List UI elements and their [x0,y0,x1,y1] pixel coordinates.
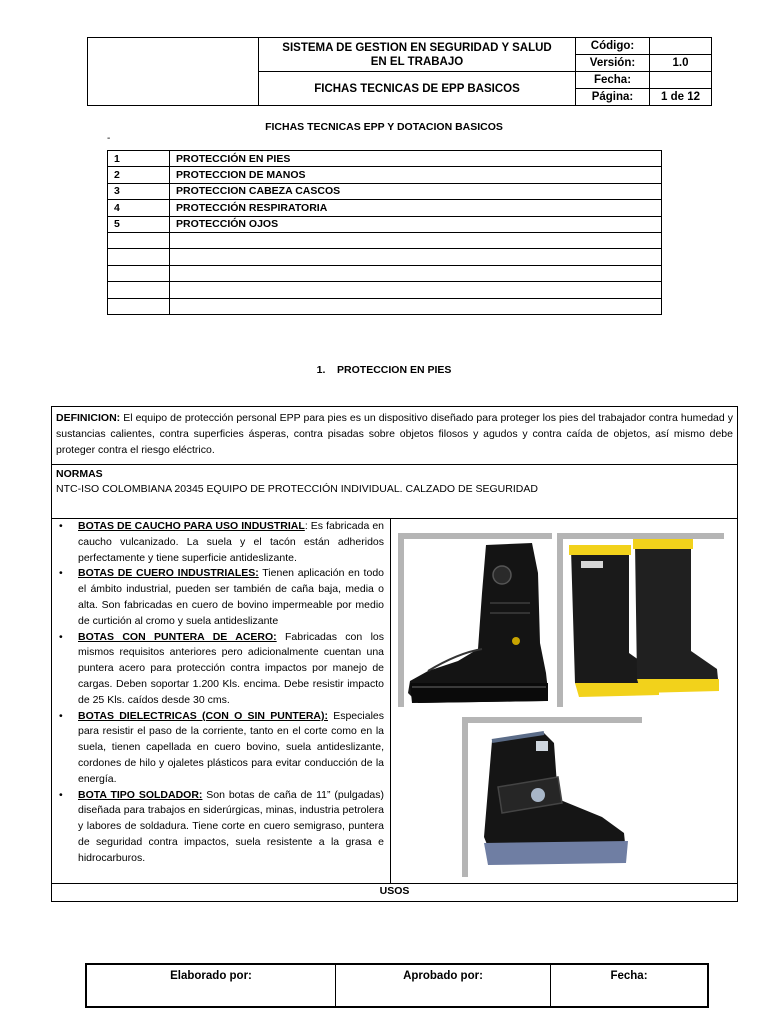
definition-body: El equipo de protección personal EPP para pies es un dispositivo diseñado para proteger los pies del trabajador contra humedad y sustancias calientes, contra superficies ásperas, contra pisadas sobre objetos filosos y agudos y contra caída de objetos, así mismo debe proteger contra el riesgo eléctrico. [56,412,733,456]
fecha-value [650,72,712,89]
foot-protection-box [51,406,738,902]
list-item [56,519,384,566]
rubber-boots-image [557,533,724,707]
boot-type-text: : Es fabricada en caucho vulcanizado. La suela y el tacón están adheridos perfectamente y tiene superficie antideslizante. [78,520,385,564]
index-label [170,282,662,298]
boot-type-text: Fabricadas con los mismos requisitos anteriores pero adicionalmente cuentan una puntera acero para protección contra impactos por manejo de cargas. Deben soportar 1.200 Kls. encima. Debe resistir impacto de 25 Kls. caídos desde 30 cms. [78,630,385,706]
welder-boot-image [462,717,642,877]
normas-label: NORMAS [56,468,103,480]
boot-type-title: BOTAS DE CAUCHO PARA USO INDUSTRIAL [78,520,305,532]
index-num [108,298,170,314]
aprobado-label: Aprobado por: [336,964,551,1007]
index-num: 3 [108,183,170,199]
index-label [170,298,662,314]
boot-type-text: Tienen aplicación en todo el ámbito industrial, pueden ser también de caña baja, media o alta. Son fabricadas en cuero de bovino impermeable por medio de curtición al cromo y suela antideslizante [78,567,384,627]
definition-text [56,410,733,458]
index-num: 1 [108,151,170,167]
codigo-value [650,38,712,55]
section-title: 1. PROTECCION EN PIES [316,364,452,376]
industrial-boot-icon [398,533,552,707]
index-label [170,249,662,265]
index-row [108,232,662,248]
codigo-label: Código: [576,38,650,55]
boot-type-title: BOTAS DE CUERO INDUSTRIALES: [78,567,259,580]
doc-title: FICHAS TECNICAS DE EPP BASICOS [259,72,576,106]
list-item [56,566,384,629]
index-num [108,232,170,248]
list-item [56,788,384,867]
index-label: PROTECCIÓN EN PIES [170,151,662,167]
boot-type-title: BOTAS DIELECTRICAS (CON O SIN PUNTERA): [78,709,328,722]
index-row [108,216,662,232]
index-label: PROTECCION DE MANOS [170,167,662,183]
index-row [108,167,662,183]
normas-block [56,467,733,497]
index-row [108,151,662,167]
welder-boot-icon [462,717,642,877]
rubber-boots-icon [557,533,724,707]
index-row [108,249,662,265]
usos-label: USOS [379,885,410,897]
fecha-label: Fecha: [576,72,650,89]
list-item [56,630,384,709]
boot-type-title: BOTA TIPO SOLDADOR: [78,788,203,801]
index-num [108,265,170,281]
index-row [108,265,662,281]
index-table [107,150,662,315]
index-num: 5 [108,216,170,232]
elaborado-label: Elaborado por: [86,964,336,1007]
index-num: 2 [108,167,170,183]
index-row [108,183,662,199]
index-row [108,282,662,298]
industrial-boot-image [398,533,552,707]
index-label: PROTECCIÓN RESPIRATORIA [170,200,662,216]
column-divider [390,519,391,883]
boot-type-text: Especiales para resistir el paso de la corriente, tanto en el corte como en la suela, tienen capellada en cuero bovino, suela antideslizante, cordones de hilo y ojaletes plásticos para evitar conducción de la energía. [78,709,384,785]
index-row [108,200,662,216]
pagina-label: Página: [576,89,650,106]
boot-type-title: BOTAS CON PUNTERA DE ACERO: [78,630,277,643]
version-label: Versión: [576,55,650,72]
version-value: 1.0 [650,55,712,72]
dash-mark: - [107,133,111,144]
system-title: SISTEMA DE GESTION EN SEGURIDAD Y SALUD EN EL TRABAJO [259,38,576,72]
logo-cell [88,38,259,106]
document-header [87,37,712,106]
index-num [108,249,170,265]
index-num: 4 [108,200,170,216]
list-item [56,709,384,788]
boot-types-list [56,519,384,867]
divider [52,464,737,465]
index-label [170,265,662,281]
document-subtitle: FICHAS TECNICAS EPP Y DOTACION BASICOS [265,121,503,133]
normas-text: NTC-ISO COLOMBIANA 20345 EQUIPO DE PROTECCIÓN INDIVIDUAL. CALZADO DE SEGURIDAD [56,483,538,495]
boot-type-text: Son botas de caña de 11” (pulgadas) diseñada para trabajos en siderúrgicas, minas, industria petrolera y labores de soldadura. Tiene corte en cuero semigraso, puntera de seguridad contra impactos, suela resistente a la grasa e hidrocarburos. [78,788,384,864]
pagina-value: 1 de 12 [650,89,712,106]
signature-footer [85,963,709,1008]
index-label: PROTECCIÓN OJOS [170,216,662,232]
index-row [108,298,662,314]
fecha-footer-label: Fecha: [551,964,709,1007]
divider [52,883,737,884]
definition-label: DEFINICION: [56,412,121,424]
index-num [108,282,170,298]
index-label [170,232,662,248]
index-label: PROTECCION CABEZA CASCOS [170,183,662,199]
